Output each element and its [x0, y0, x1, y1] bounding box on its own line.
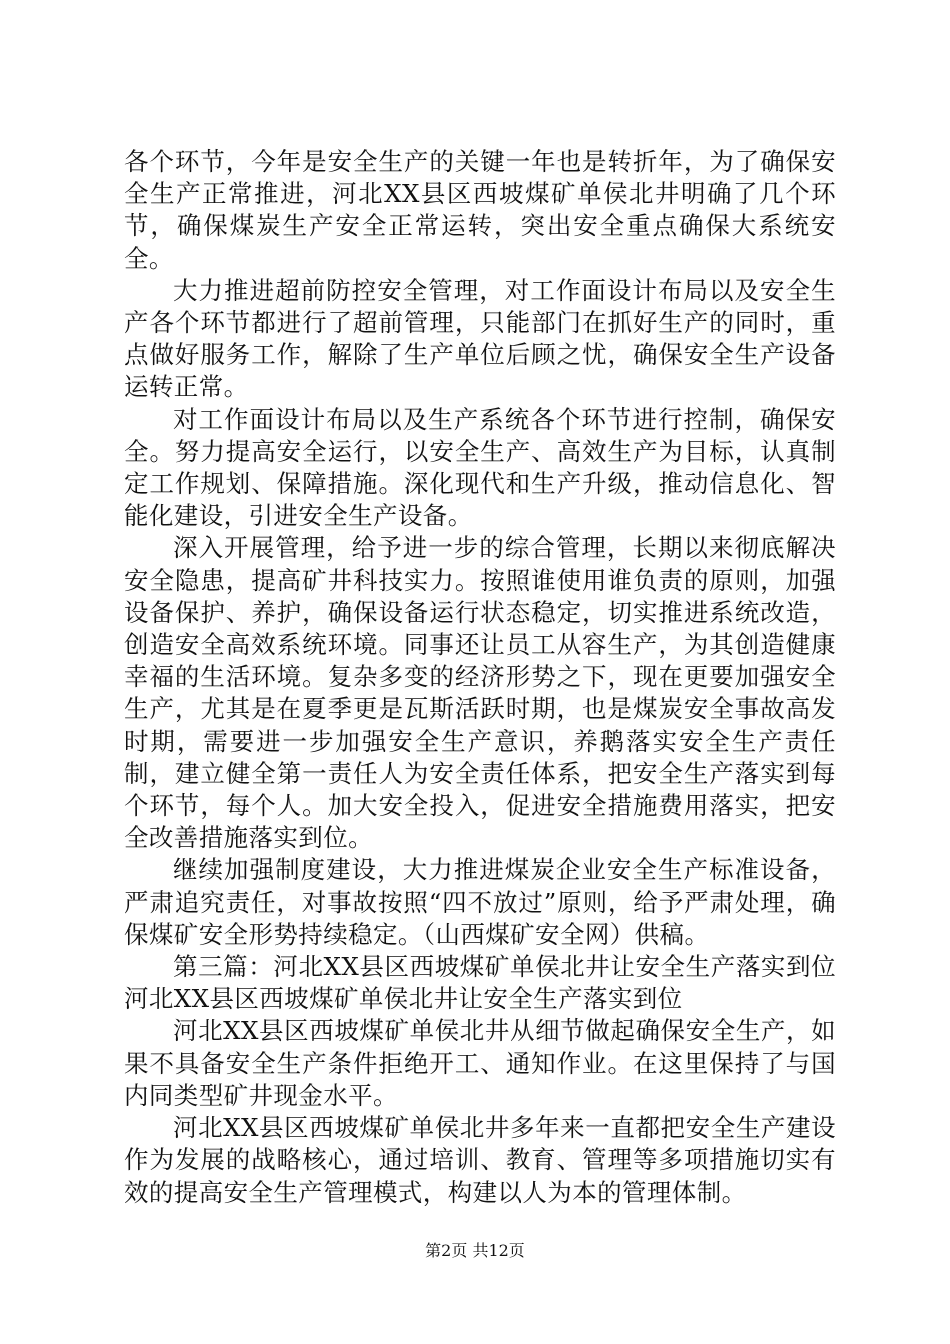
section-heading: 第三篇：河北XX县区西坡煤矿单侯北井让安全生产落实到位河北XX县区西坡煤矿单侯北井让安全生产落实到位: [124, 952, 836, 1014]
paragraph-5: 继续加强制度建设，大力推进煤炭企业安全生产标准设备，严肃追究责任，对事故按照“四不放过”原则，给予严肃处理，确保煤矿安全形势持续稳定。（山西煤矿安全网）供稿。: [124, 855, 836, 949]
paragraph-7: 河北XX县区西坡煤矿单侯北井多年来一直都把安全生产建设作为发展的战略核心，通过培训、教育、管理等多项措施切实有效的提高安全生产管理模式，构建以人为本的管理体制。: [124, 1113, 836, 1207]
paragraph-3: 对工作面设计布局以及生产系统各个环节进行控制，确保安全。努力提高安全运行，以安全生产、高效生产为目标，认真制定工作规划、保障措施。深化现代和生产升级，推动信息化、智能化建设，引进安全生产设备。: [124, 404, 836, 531]
paragraph-2: 大力推进超前防控安全管理，对工作面设计布局以及安全生产各个环节都进行了超前管理，只能部门在抓好生产的同时，重点做好服务工作，解除了生产单位后顾之忧，确保安全生产设备运转正常。: [124, 275, 836, 402]
paragraph-4: 深入开展管理，给予进一步的综合管理，长期以来彻底解决安全隐患，提高矿井科技实力。按照谁使用谁负责的原则，加强设备保护、养护，确保设备运行状态稳定，切实推进系统改造，创造安全高效系统环境。同事还让员工从容生产，为其创造健康幸福的生活环境。复杂多变的经济形势之下，现在更要加强安全生产，尤其是在夏季更是瓦斯活跃时期，也是煤炭安全事故高发时期，需要进一步加强安全生产意识，养鹅落实安全生产责任制，建立健全第一责任人为安全责任体系，把安全生产落实到每个环节，每个人。加大安全投入，促进安全措施费用落实，把安全改善措施落实到位。: [124, 533, 836, 853]
paragraph-6: 河北XX县区西坡煤矿单侯北井从细节做起确保安全生产，如果不具备安全生产条件拒绝开工、通知作业。在这里保持了与国内同类型矿井现金水平。: [124, 1016, 836, 1110]
page-number-footer: 第2页 共12页: [425, 1241, 525, 1260]
document-body: [124, 146, 836, 1209]
paragraph-1: 各个环节，今年是安全生产的关键一年也是转折年，为了确保安全生产正常推进，河北XX县区西坡煤矿单侯北井明确了几个环节，确保煤炭生产安全正常运转，突出安全重点确保大系统安全。: [124, 147, 836, 273]
